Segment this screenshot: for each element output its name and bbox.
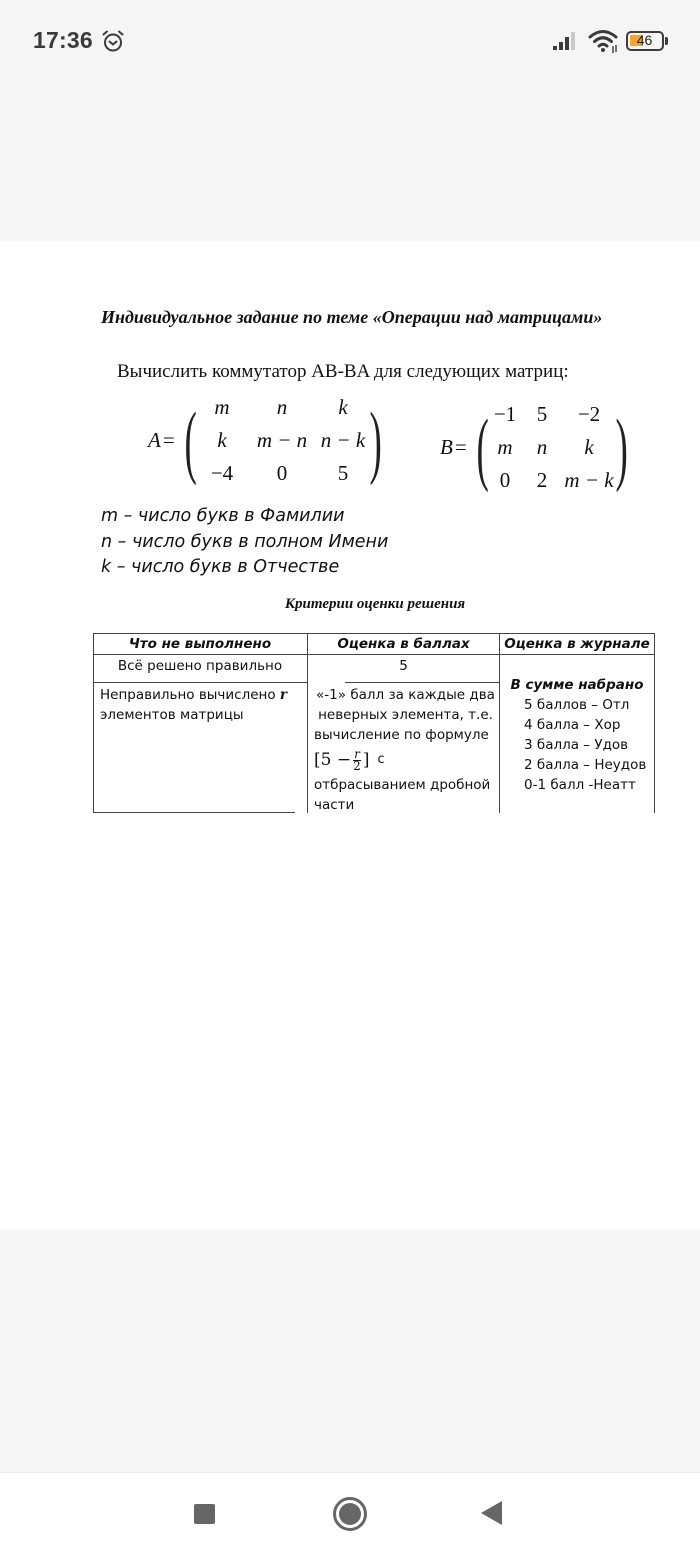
matrix-cell: −4 <box>210 461 234 485</box>
matrix-cell: k <box>217 428 227 452</box>
criteria-title: Критерии оценки решения <box>284 596 466 612</box>
matrix-cell: k <box>338 395 348 419</box>
journal-line: 2 балла – Неудов <box>524 757 647 773</box>
back-button[interactable] <box>481 1501 502 1525</box>
document-title: Индивидуальное задание по теме «Операции над матрицами» <box>101 307 603 327</box>
battery-icon <box>626 31 668 51</box>
right-paren: ) <box>369 394 382 486</box>
matrix-cell: 5 <box>536 402 548 426</box>
header-score-points: Оценка в баллах <box>337 636 470 652</box>
matrix-cell: 5 <box>337 461 349 485</box>
equals-sign: = <box>162 428 175 452</box>
matrix-cell: −2 <box>577 402 601 426</box>
recents-button[interactable] <box>194 1504 215 1524</box>
matrix-cell: m <box>214 395 230 419</box>
journal-line: 5 баллов – Отл <box>524 697 630 713</box>
right-paren: ) <box>615 401 628 493</box>
left-paren: ( <box>476 401 489 493</box>
header-journal-grade: Оценка в журнале <box>504 636 650 652</box>
wifi-icon <box>588 29 620 54</box>
left-paren: ( <box>184 394 197 486</box>
row1-what: Всё решено правильно <box>117 658 283 674</box>
equals-sign: = <box>454 435 467 459</box>
document-page <box>0 241 700 1230</box>
matrix-cell: n − k <box>320 428 366 452</box>
matrix-cell: 0 <box>499 468 511 492</box>
criteria-table <box>93 633 656 813</box>
matrix-cell: −1 <box>493 402 517 426</box>
journal-line: 4 балла – Хор <box>524 717 621 733</box>
battery-level: 46 <box>636 32 653 48</box>
journal-line: 0-1 балл -Неатт <box>524 777 636 793</box>
variable-n: n – число букв в полном Имени <box>101 531 389 552</box>
matrix-a-label: A <box>148 428 161 452</box>
journal-line: 3 балла – Удов <box>524 737 629 753</box>
row2-what: Неправильно вычислено r элементов матрицы <box>100 687 288 723</box>
journal-heading: В сумме набрано <box>510 677 644 693</box>
home-icon <box>339 1503 361 1525</box>
matrix-b-label: B <box>440 435 453 459</box>
matrix-cell: m − k <box>564 468 614 492</box>
signal-icon <box>552 31 578 51</box>
variable-m: m – число букв в Фамилии <box>101 506 345 526</box>
row1-score: 5 <box>399 658 408 674</box>
home-button[interactable] <box>333 1497 367 1531</box>
matrix-cell: k <box>584 435 594 459</box>
alarm-icon <box>101 29 125 53</box>
matrix-cell: m <box>497 435 513 459</box>
variable-definitions <box>101 504 388 581</box>
header-not-done: Что не выполнено <box>128 636 272 652</box>
navigation-bar <box>0 1472 700 1556</box>
matrix-cell: n <box>276 395 288 419</box>
variable-k: k – число букв в Отчестве <box>101 557 340 577</box>
clock: 17:36 <box>33 27 93 53</box>
matrix-cell: 2 <box>536 468 548 492</box>
row2-score: «-1» балл за каждые два неверных элемента, т.е. вычисление по формуле [5 − $\frac{r}{2}$ ] с отбрасыванием дробной части <box>314 685 497 815</box>
score-formula: [5 − $\frac{r}{2}$ ] с <box>314 746 385 773</box>
matrix-cell: n <box>536 435 548 459</box>
matrix-b <box>440 401 635 494</box>
matrix-cell: m − n <box>256 428 308 452</box>
matrix-cell: 0 <box>276 461 288 485</box>
matrix-a <box>148 394 389 487</box>
task-text: Вычислить коммутатор AB-BA для следующих матриц: <box>117 361 569 382</box>
journal-grades <box>500 675 654 795</box>
status-bar <box>0 0 700 84</box>
